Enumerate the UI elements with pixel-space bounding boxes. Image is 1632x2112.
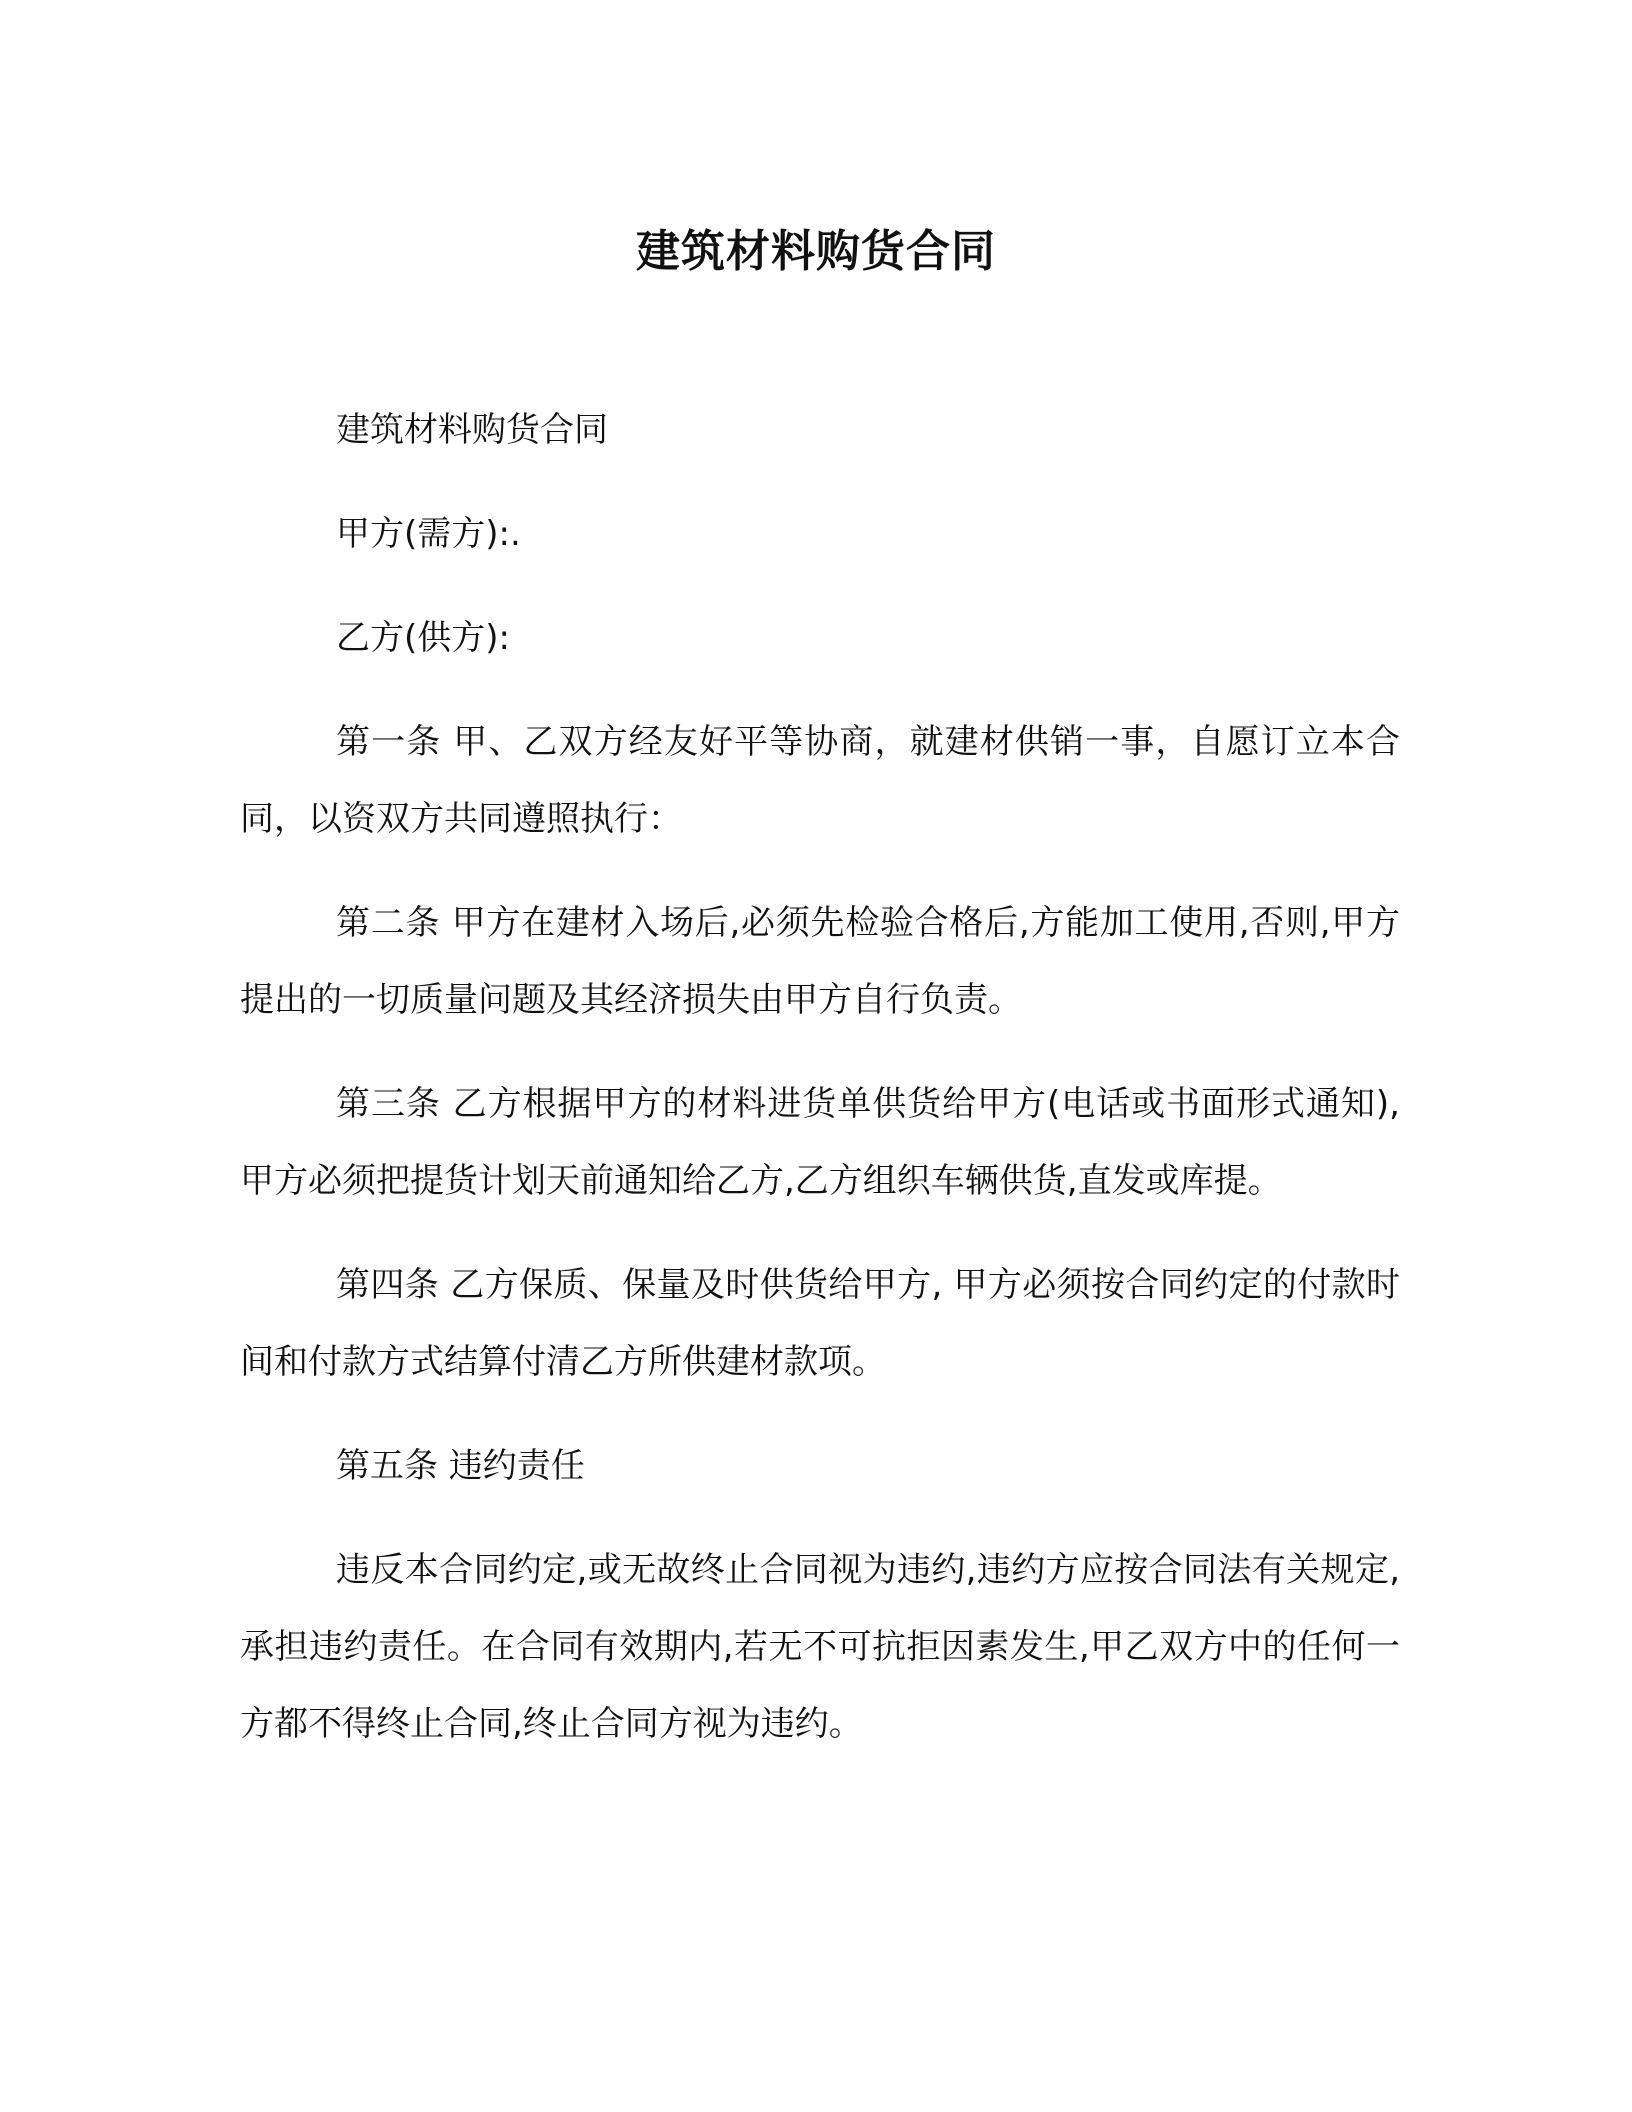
- document-title: 建筑材料购货合同: [636, 226, 996, 277]
- party-a-paragraph: 甲方(需方):.: [336, 514, 521, 554]
- article-1-paragraph: 第一条 甲、乙双方经友好平等协商，就建材供销一事，自愿订立本合同，以资双方共同遵照执行：: [240, 722, 1400, 839]
- article-3-paragraph: 第三条 乙方根据甲方的材料进货单供货给甲方(电话或书面形式通知), 甲方必须把提货计划天前通知给乙方,乙方组织车辆供货,直发或库提。: [240, 1084, 1400, 1201]
- party-b-paragraph: 乙方(供方):: [336, 618, 510, 658]
- article-5-paragraph: 违反本合同约定,或无故终止合同视为违约,违约方应按合同法有关规定,承担违约责任。在合同有效期内,若无不可抗拒因素发生,甲乙双方中的任何一方都不得终止合同,终止合同方视为违约。: [240, 1550, 1400, 1744]
- article-5-heading: 第五条 违约责任: [336, 1446, 585, 1486]
- document-body: [240, 392, 1400, 1763]
- article-2-paragraph: 第二条 甲方在建材入场后,必须先检验合格后,方能加工使用,否则,甲方提出的一切质量问题及其经济损失由甲方自行负责。: [240, 903, 1400, 1020]
- article-4-paragraph: 第四条 乙方保质、保量及时供货给甲方, 甲方必须按合同约定的付款时间和付款方式结算付清乙方所供建材款项。: [240, 1265, 1400, 1382]
- subtitle-paragraph: 建筑材料购货合同: [336, 410, 608, 450]
